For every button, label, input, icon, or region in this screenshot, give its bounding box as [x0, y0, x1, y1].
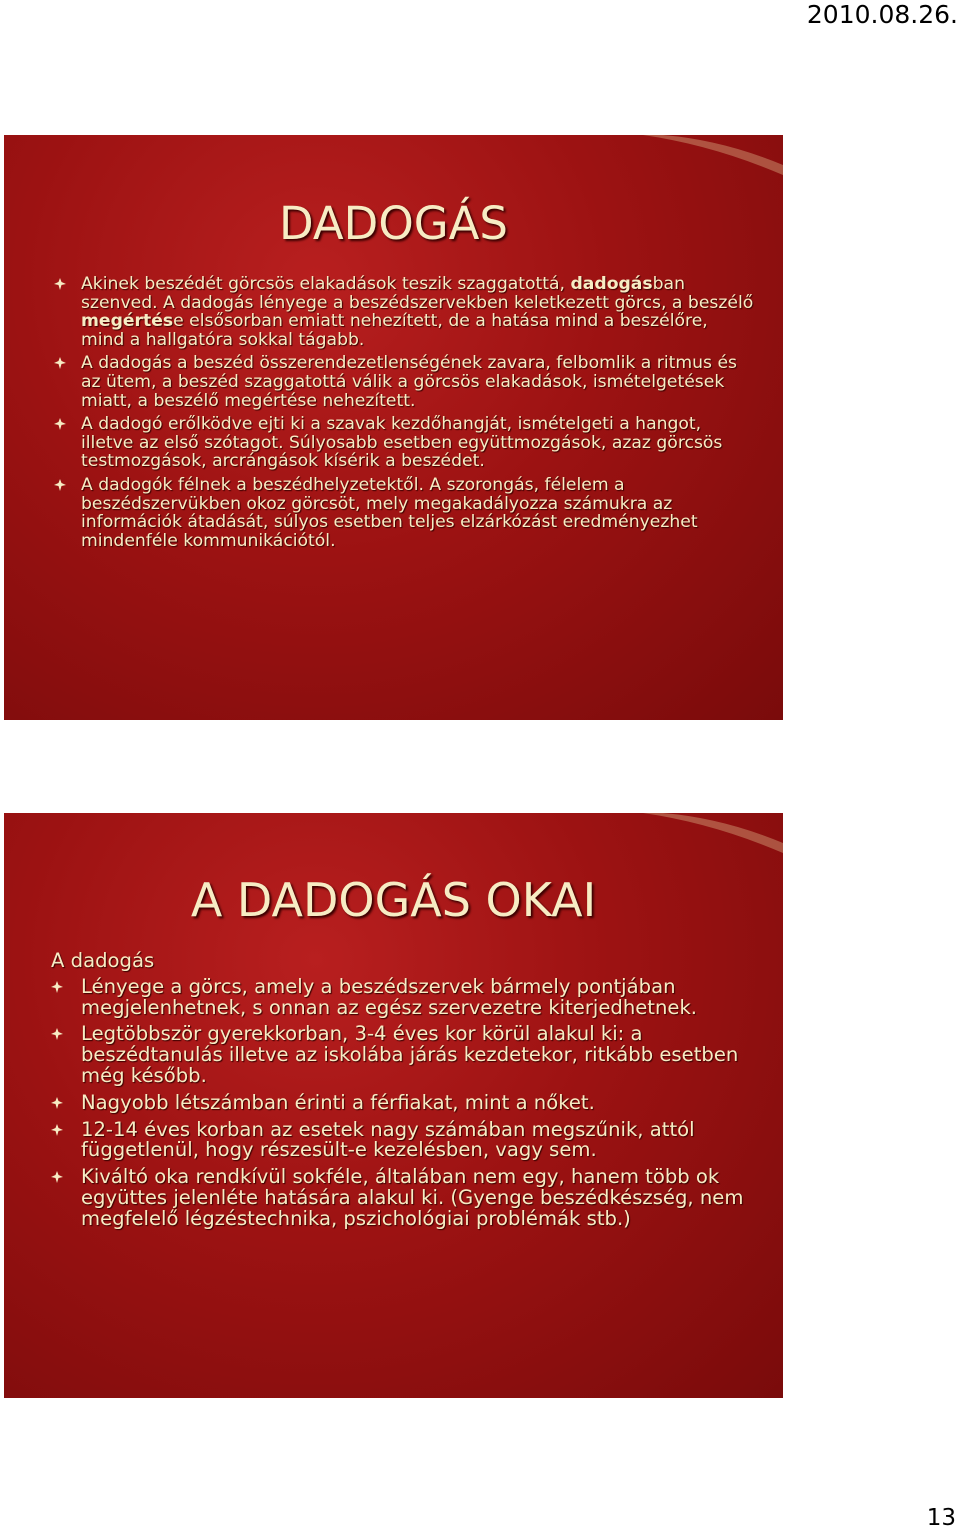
fleur-bullet-icon — [54, 357, 66, 369]
list-item — [54, 415, 754, 471]
page-number: 13 — [926, 1505, 956, 1531]
decorative-swoosh — [643, 813, 783, 873]
list-item — [54, 476, 754, 550]
fleur-bullet-icon — [51, 1171, 63, 1183]
fleur-bullet-icon — [51, 1028, 63, 1040]
list-item-text: A dadogók félnek a beszédhelyzetektől. A szorongás, félelem a beszédszervükben okoz görcsöt, mely megakadályozza számukra az információk átadását, súlyos esetben teljes elzárkózást eredményezhet mindenféle kommunikációtól. — [81, 474, 698, 551]
list-item-text: A dadogás a beszéd összerendezetlenségének zavara, felbomlik a ritmus és az ütem, a beszéd szaggatottá válik a görcsös elakadások, ismételgetések miatt, a beszélő megértése nehezített. — [81, 353, 737, 411]
slide-title: A DADOGÁS OKAI — [190, 873, 597, 927]
list-item — [51, 1090, 751, 1114]
list-item — [51, 974, 751, 1019]
list-item-text-bold: megértés — [81, 311, 174, 332]
fleur-bullet-icon — [54, 479, 66, 491]
slide-intro-text: A dadogás — [51, 949, 155, 972]
list-item-text: 12-14 éves korban az esetek nagy számában megszűnik, attól függetlenül, hogy részesült-e kezelésben, vagy sem. — [81, 1117, 695, 1162]
list-item — [54, 354, 754, 410]
list-item-text-bold: dadogás — [570, 274, 653, 294]
list-item — [51, 1024, 751, 1086]
decorative-swoosh — [643, 135, 783, 195]
list-item — [51, 1167, 751, 1229]
slide-content — [54, 275, 754, 555]
fleur-bullet-icon — [51, 1124, 63, 1136]
fleur-bullet-icon — [51, 1097, 63, 1109]
header-date: 2010.08.26. — [806, 0, 958, 29]
list-item-text-part: ban szenved. A dadogás lényege a beszédszervekben keletkezett görcs, a beszélő — [81, 274, 754, 313]
fleur-bullet-icon — [54, 418, 66, 430]
list-item-text: Nagyobb létszámban érinti a férfiakat, mint a nőket. — [81, 1090, 595, 1114]
slide-dadogas-okai — [4, 813, 783, 1398]
list-item — [51, 1117, 751, 1162]
list-item — [54, 275, 754, 349]
list-item-text: A dadogó erőlködve ejti ki a szavak kezdőhangját, ismételgeti a hangot, illetve az első szótagot. Súlyosabb esetben együttmozgások, azaz görcsös testmozgások, arcrángások kísérik a beszédet. — [81, 414, 723, 472]
fleur-bullet-icon — [54, 278, 66, 290]
slide-dadogas — [4, 135, 783, 720]
list-item-text: Lényege a görcs, amely a beszédszervek bármely pontjában megjelenhetnek, s onnan az egész szervezetre kiterjedhetnek. — [81, 974, 698, 1019]
list-item-text: Kiváltó oka rendkívül sokféle, általában nem egy, hanem több ok együttes jelenléte hatására alakul ki. (Gyenge beszédkészség, nem megfelelő légzéstechnika, pszichológiai problémák stb.) — [81, 1165, 744, 1230]
slide-title: DADOGÁS — [279, 197, 508, 250]
fleur-bullet-icon — [51, 981, 63, 993]
slide-content — [51, 951, 751, 1236]
list-item-text: Legtöbbször gyerekkorban, 3-4 éves kor körül alakul ki: a beszédtanulás illetve az iskolába járás kezdetekor, ritkább esetben még később. — [81, 1022, 739, 1087]
list-item-text-part: Akinek beszédét görcsös elakadások teszik szaggatottá, — [81, 274, 571, 294]
list-item-text-part: e elsősorban emiatt nehezített, de a hatása mind a beszélőre, mind a hallgatóra sokkal tágabb. — [81, 311, 708, 350]
